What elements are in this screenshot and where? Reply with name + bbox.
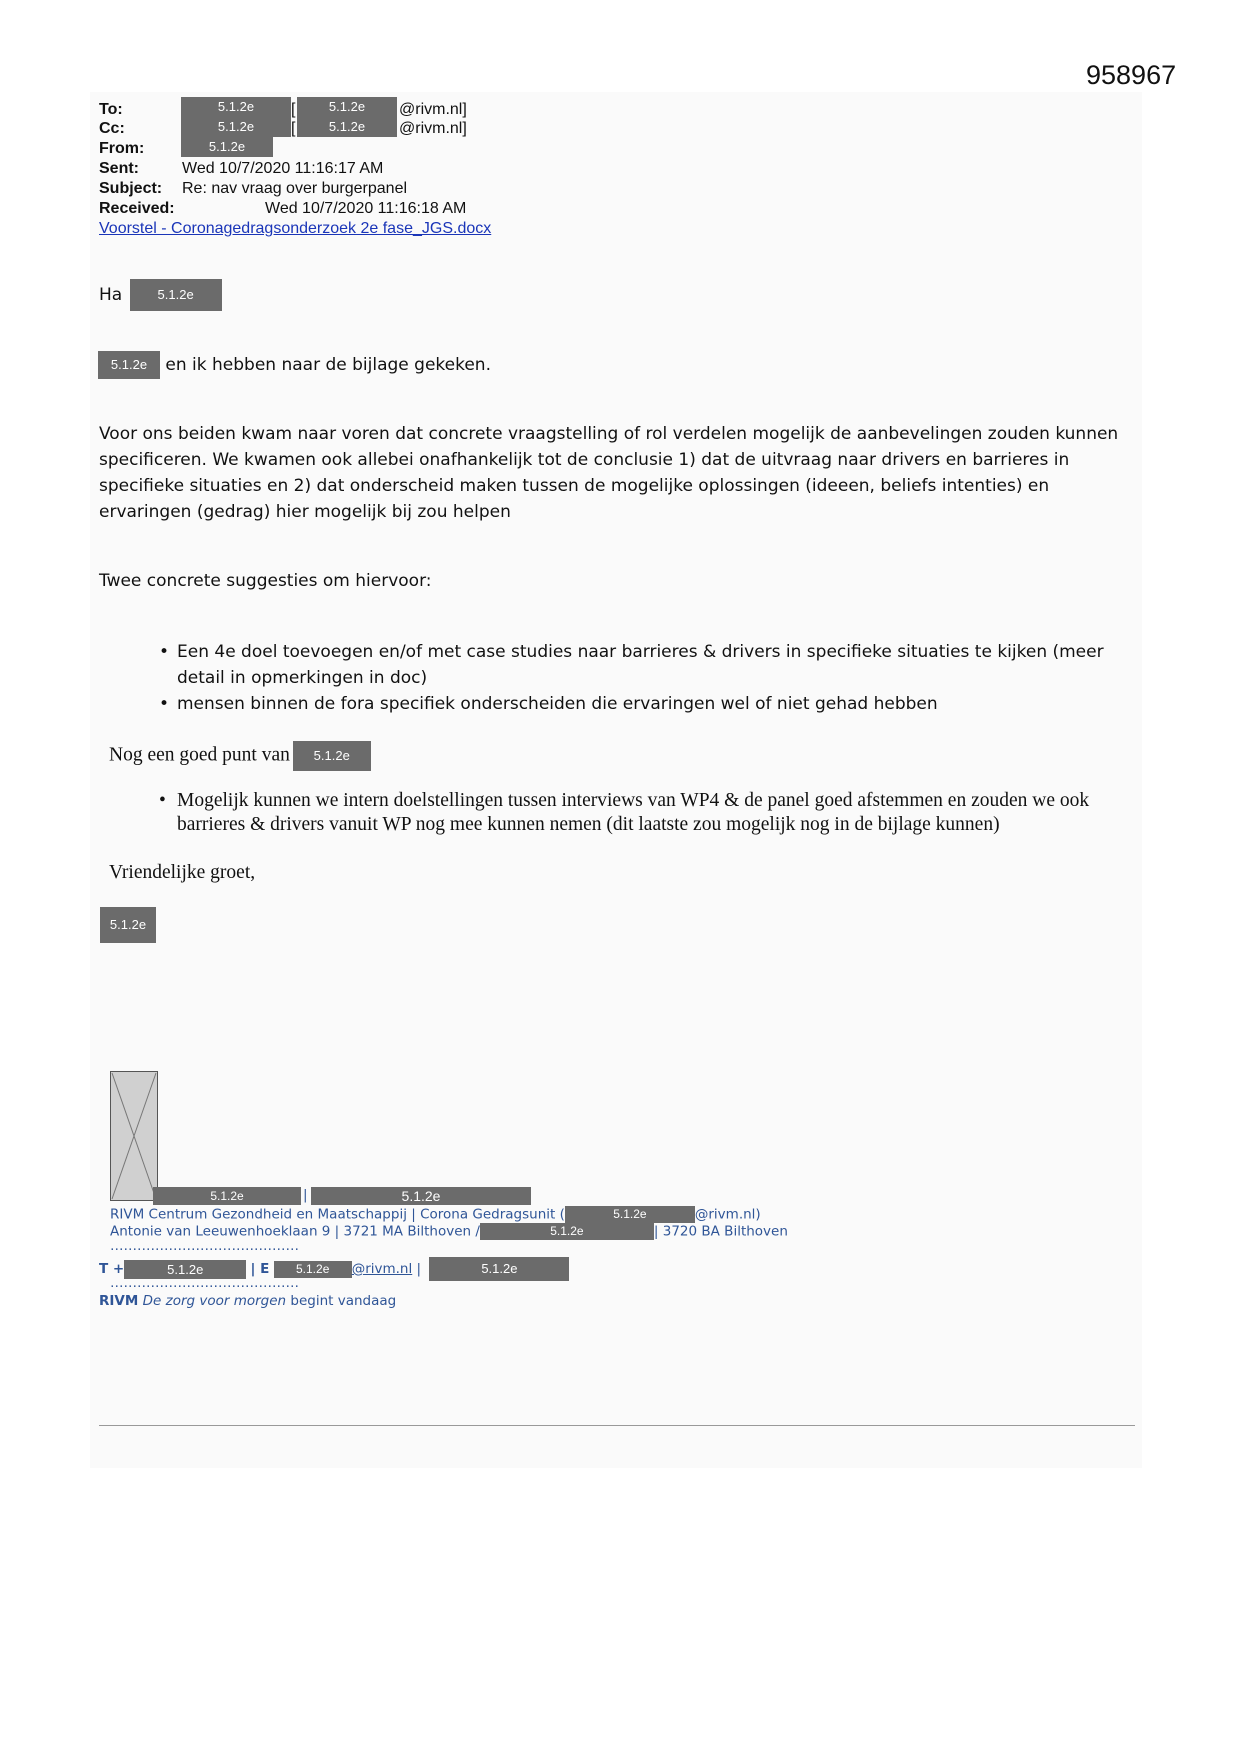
document-number: 958967: [1086, 60, 1177, 90]
redaction-box: 5.1.2e: [153, 1187, 301, 1205]
review-text: en ik hebben naar de bijlage gekeken.: [165, 355, 491, 375]
separator-pipe: |: [303, 1187, 308, 1203]
closing-text: Vriendelijke groet,: [109, 862, 256, 883]
redaction-box: 5.1.2e: [98, 351, 160, 379]
redaction-box: 5.1.2e: [274, 1261, 352, 1278]
to-label: To:: [99, 101, 123, 118]
redaction-box: 5.1.2e: [130, 279, 222, 311]
email-label: | E: [250, 1261, 270, 1277]
signature-name-row: [153, 1187, 533, 1205]
good-point-text: Nog een goed punt van: [109, 744, 290, 766]
redaction-box: 5.1.2e: [429, 1257, 569, 1281]
subject-value: Re: nav vraag over burgerpanel: [182, 180, 408, 197]
address-text: Antonie van Leeuwenhoeklaan 9 | 3721 MA Bilthoven /: [110, 1223, 480, 1240]
suggestions-intro: Twee concrete suggesties om hiervoor:: [99, 571, 432, 591]
org-unit-text: RIVM Centrum Gezondheid en Maatschappij | Corona Gedragsunit (: [110, 1206, 565, 1223]
dotted-separator: ……………………………………: [110, 1275, 299, 1291]
redaction-box: 5.1.2e: [100, 907, 156, 943]
cc-label: Cc:: [99, 120, 125, 137]
to-bracket: [: [291, 101, 296, 118]
received-value: Wed 10/7/2020 11:16:18 AM: [265, 200, 467, 217]
email-header: [99, 100, 699, 240]
separator-pipe: |: [416, 1261, 422, 1277]
list-item: • Mogelijk kunnen we intern doelstellingen tussen interviews van WP4 & de panel goed afstemmen en zouden we ook barrieres & drivers vanuit WP nog mee kunnen nemen (dit laatste zou mogelijk nog in de bijlage kunnen): [157, 789, 1117, 837]
greeting-text: Ha: [99, 285, 123, 305]
suggestion-list: [157, 639, 1117, 717]
list-item: • Een 4e doel toevoegen en/of met case studies naar barrieres & drivers in specifieke situaties te kijken (meer detail in opmerkingen in doc): [157, 639, 1117, 691]
cc-email-suffix: @rivm.nl]: [399, 120, 467, 137]
redaction-box: 5.1.2e: [565, 1206, 695, 1223]
redaction-box: 5.1.2e: [124, 1260, 246, 1279]
from-label: From:: [99, 140, 145, 157]
postbox-text: | 3720 BA Bilthoven: [653, 1223, 788, 1240]
redaction-box: 5.1.2e: [297, 97, 397, 117]
sent-label: Sent:: [99, 160, 139, 177]
good-point-line: [109, 741, 371, 771]
subject-label: Subject:: [99, 180, 163, 197]
redaction-box: 5.1.2e: [181, 97, 291, 117]
email-link[interactable]: @rivm.nl: [351, 1261, 413, 1277]
redaction-box: 5.1.2e: [293, 741, 371, 771]
org-email-suffix: @rivm.nl): [694, 1206, 761, 1223]
signature-line-1: [110, 1206, 761, 1223]
to-email-suffix: @rivm.nl]: [399, 101, 467, 118]
redaction-box: 5.1.2e: [181, 117, 291, 137]
redaction-box: 5.1.2e: [480, 1223, 654, 1240]
phone-label: T +: [99, 1261, 125, 1277]
broken-image-icon: [110, 1071, 158, 1201]
tagline-rest: begint vandaag: [290, 1293, 397, 1309]
review-line: [98, 351, 491, 379]
tagline-italic: De zorg voor morgen: [142, 1293, 287, 1309]
attachment-link[interactable]: Voorstel - Coronagedragsonderzoek 2e fase_JGS.docx: [99, 220, 492, 237]
dotted-separator: ……………………………………: [110, 1238, 299, 1254]
paragraph-main: Voor ons beiden kwam naar voren dat concrete vraagstelling of rol verdelen mogelijk de aanbevelingen zouden kunnen specificeren. We kwamen ook allebei onafhankelijk tot de conclusie 1) dat de uitvraag naar drivers en barrieres in specifieke situaties en 2) dat onderscheid maken tussen de mogelijke oplossingen (ideeen, beliefs intenties) en ervaringen (gedrag) hier mogelijk bij zou helpen: [99, 424, 1119, 522]
received-label: Received:: [99, 200, 175, 217]
bottom-divider: [99, 1425, 1135, 1426]
redaction-box: 5.1.2e: [311, 1187, 531, 1205]
rivm-name: RIVM: [99, 1293, 139, 1309]
redaction-box: 5.1.2e: [181, 137, 273, 157]
cc-bracket: [: [291, 120, 296, 137]
redaction-box: 5.1.2e: [297, 117, 397, 137]
list-item: • mensen binnen de fora specifiek onderscheiden die ervaringen wel of niet gehad hebben: [157, 691, 1117, 717]
greeting-line: [99, 279, 222, 311]
sent-value: Wed 10/7/2020 11:16:17 AM: [182, 160, 384, 177]
internal-list: [157, 789, 1117, 837]
rivm-tagline: [99, 1293, 396, 1309]
